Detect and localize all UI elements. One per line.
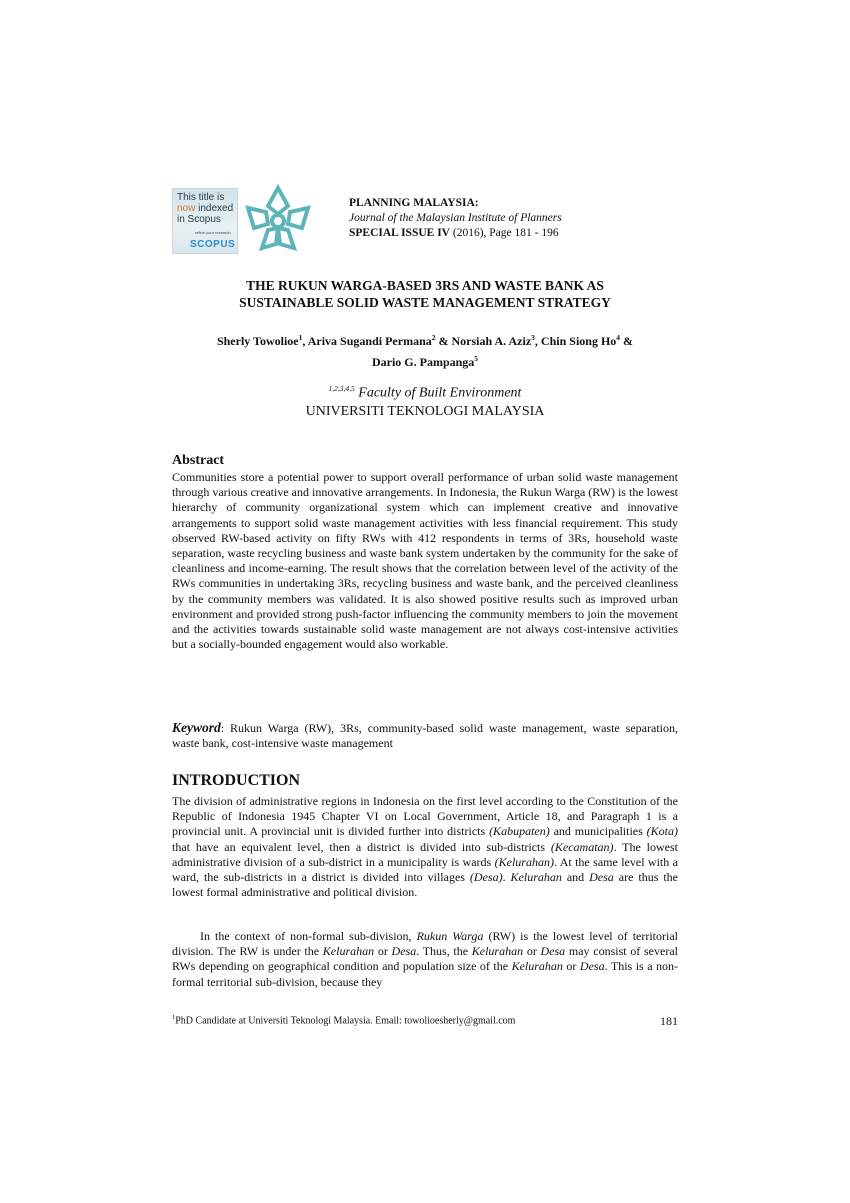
paper-title: THE RUKUN WARGA-BASED 3RS AND WASTE BANK AS SUSTAINABLE SOLID WASTE MANAGEMENT STRATEGY [239,278,611,310]
text-run: . This is a non-formal territorial sub-division, because they [172,959,679,989]
italic-term: (Kota) [646,824,679,839]
text-run: may consist of several RWs depending on geographical condition and population size of the [172,944,678,974]
journal-subtitle: Journal of the Malaysian Institute of Planners [349,212,562,224]
badge-text: This title is now indexed in Scopus [177,192,234,225]
text-run: In the context of non-formal sub-division, [200,929,417,943]
italic-term: Desa [579,959,605,974]
italic-term: (Kelurahan) [494,854,554,869]
italic-term: Kelurahan [322,944,375,959]
abstract-text: Communities store a potential power to support overall performance of urban solid waste management through various creative and innovative arrangements. In Indonesia, the Rukun Warga (RW) is the lowest hierarchy of community organizational system which can implement creative and innovative arrangements to support solid waste management activities with less financial requirement. This study observed RW-based activity on fifty RWs with 412 respondents in terms of 3Rs, household waste separation, waste recycling business and waste bank system undertaken by the community for the sake of cleanliness and income-earning. The result shows that the correlation between level of the activity of the RWs communities in undertaking 3Rs, recycling business and waste bank, and the perceived cleanliness by the community members was validated. It is also showed positive results such as improved urban environment and provided strong push-factor influencing the community members to join the movement and the activities towards sustainable solid waste management are not always cost-intensive activities but a socially-bounded engagement would also workable. [172,470,678,652]
text-run: . The lowest administrative division of a sub-district in a municipality is wards [172,839,678,869]
footnote: $^1$PhD Candidate at Universiti Teknologi Malaysia. Email: towolioesherly@gmail.com [172,1014,516,1027]
text-run: or [374,944,392,959]
italic-term: (Kabupaten) [489,824,550,839]
italic-term: Desa [540,944,566,959]
journal-name: PLANNING MALAYSIA: [349,197,479,209]
text-run: that have an equivalent level, then a district is divided into sub-districts [172,839,551,854]
page-number: 181 [660,1014,678,1028]
italic-term: Desa [589,870,614,885]
text-run: . At the same level with a ward, the sub-districts in a district is divided into villages [172,854,678,885]
intro-paragraph-1 [172,794,678,900]
italic-term: (Desa) [469,870,503,885]
italic-term: Kelurahan [511,959,563,974]
intro-paragraph-2 [172,929,678,990]
text-run: . [502,870,511,885]
scopus-indexed-badge [172,188,238,254]
journal-header [349,196,562,241]
text-run: are thus the lowest formal administrative and political division. [172,870,679,900]
text-run: and [561,870,590,885]
text-run: and municipalities [549,824,647,839]
italic-term: Desa [391,944,417,959]
italic-term: Rukun Warga [416,929,484,943]
journal-logo-icon [242,184,314,254]
text-run: (RW) is the lowest level of territorial division. The RW is under the [172,929,679,959]
keywords: Keyword: Rukun Warga (RW), 3Rs, community-based solid waste management, waste separation, waste bank, cost-intensive waste management [172,720,678,751]
affiliation: $^{1,2,3,4,5}$ Faculty of Built Environment UNIVERSITI TEKNOLOGI MALAYSIA [305,384,545,419]
italic-term: (Kecamatan) [550,839,614,854]
abstract-heading: Abstract [172,453,225,468]
italic-term: Kelurahan [510,870,562,885]
journal-issue: SPECIAL ISSUE IV (2016), Page 181 - 196 [349,227,559,239]
text-run: The division of administrative regions in Indonesia on the first level according to the Constitution of the Republic of Indonesia 1945 Chapter VI on Local Government, Article 18, and Paragraph 1 is a provincial unit. A provincial unit is divided further into districts [172,794,678,839]
text-run: . Thus, the [416,944,472,959]
author-list: Sherly Towolioe$^1$, Ariva Sugandi Permana$^2$ & Norsiah A. Aziz$^3$, Chin Siong Ho$^4$ & Dario G. Pampanga$^5$ [216,333,634,369]
text-run: or [562,959,580,974]
introduction-heading: INTRODUCTION [172,772,301,789]
scopus-wordmark: SCOPUS [190,239,236,250]
badge-tagline: refine your research [195,230,231,235]
italic-term: Kelurahan [471,944,524,959]
text-run: or [523,944,541,959]
